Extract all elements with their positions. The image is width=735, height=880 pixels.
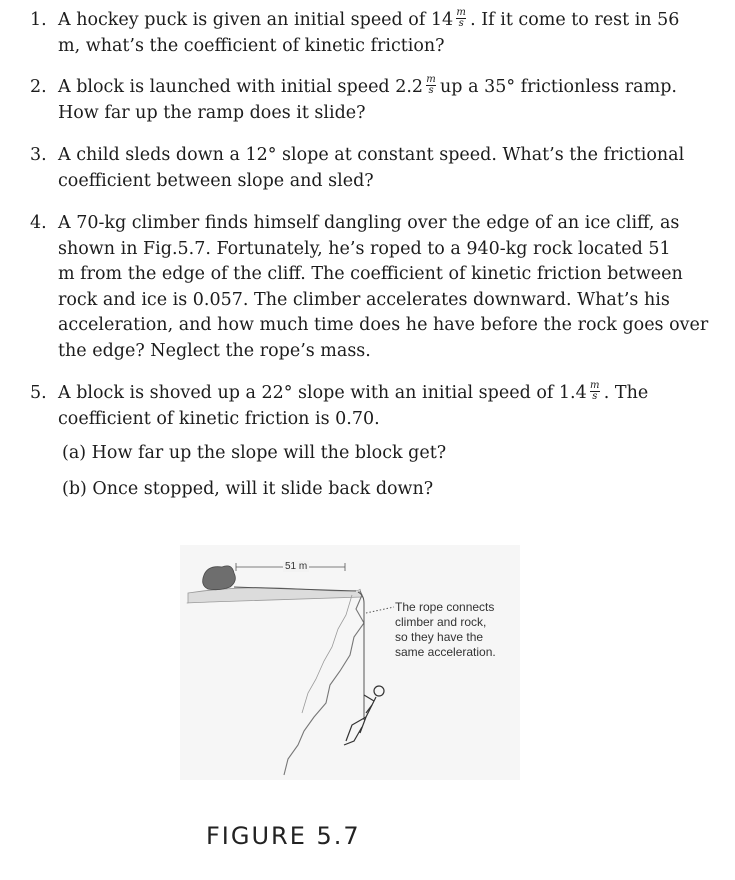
callout-line: so they have the [395, 630, 484, 644]
unit-fraction: $\frac{m}{s}$ [456, 7, 466, 29]
problem-number: 3. [30, 145, 47, 165]
problem-text [58, 381, 694, 432]
problem-part-a: (a) How far up the slope will the block get? [62, 443, 447, 463]
callout-line: The rope connects [395, 600, 495, 614]
problem-number: 4. [30, 213, 47, 233]
problem-text [58, 8, 694, 59]
problem-line: m, what’s the coefficient of kinetic friction? [58, 35, 445, 56]
problem-line: shown in Fig.5.7. Fortunately, he’s roped to a 940-kg rock located 51 [58, 238, 671, 259]
unit-fraction: $\frac{m}{s}$ [426, 74, 436, 96]
figure-callout [395, 600, 530, 660]
rock-block [203, 566, 236, 590]
problem-line: rock and ice is 0.057. The climber accelerates downward. What’s his [58, 289, 670, 310]
problem-text [58, 211, 709, 364]
problem-part-b: (b) Once stopped, will it slide back down? [62, 479, 434, 499]
problem-line: acceleration, and how much time does he have before the rock goes over [58, 315, 709, 335]
problem-line: coefficient between slope and sled? [58, 170, 374, 191]
problem-number: 2. [30, 77, 47, 97]
problem-line: How far up the ramp does it slide? [58, 102, 366, 123]
problem-text [58, 143, 694, 194]
problem-line: A child sleds down a 12° slope at constant speed. What’s the frictional [58, 145, 685, 165]
problem-line: A block is shoved up a 22° slope with an initial speed of 1.4 $\frac{m}{s}$ . The [58, 380, 649, 403]
distance-label: 51 m [285, 561, 308, 572]
figure-caption: FIGURE 5.7 [206, 822, 361, 850]
problem-number: 5. [30, 383, 47, 403]
problem-line: A hockey puck is given an initial speed of 14 $\frac{m}{s}$ . If it come to rest in 56 [58, 7, 680, 30]
unit-fraction: $\frac{m}{s}$ [590, 380, 600, 402]
problem-line: coefficient of kinetic friction is 0.70. [58, 408, 380, 429]
problem-line: m from the edge of the cliff. The coefficient of kinetic friction between [58, 264, 683, 284]
problem-line: the edge? Neglect the rope’s mass. [58, 340, 371, 361]
problem-line: A block is launched with initial speed 2.2 $\frac{m}{s}$ up a 35° frictionless ramp. [58, 74, 677, 97]
problem-line: A 70-kg climber finds himself dangling over the edge of an ice cliff, as [58, 213, 680, 233]
problem-number: 1. [30, 10, 47, 30]
problem-text [58, 75, 694, 126]
callout-line: same acceleration. [395, 645, 496, 659]
figure-cliff-diagram [180, 545, 520, 780]
callout-line: climber and rock, [395, 615, 487, 629]
